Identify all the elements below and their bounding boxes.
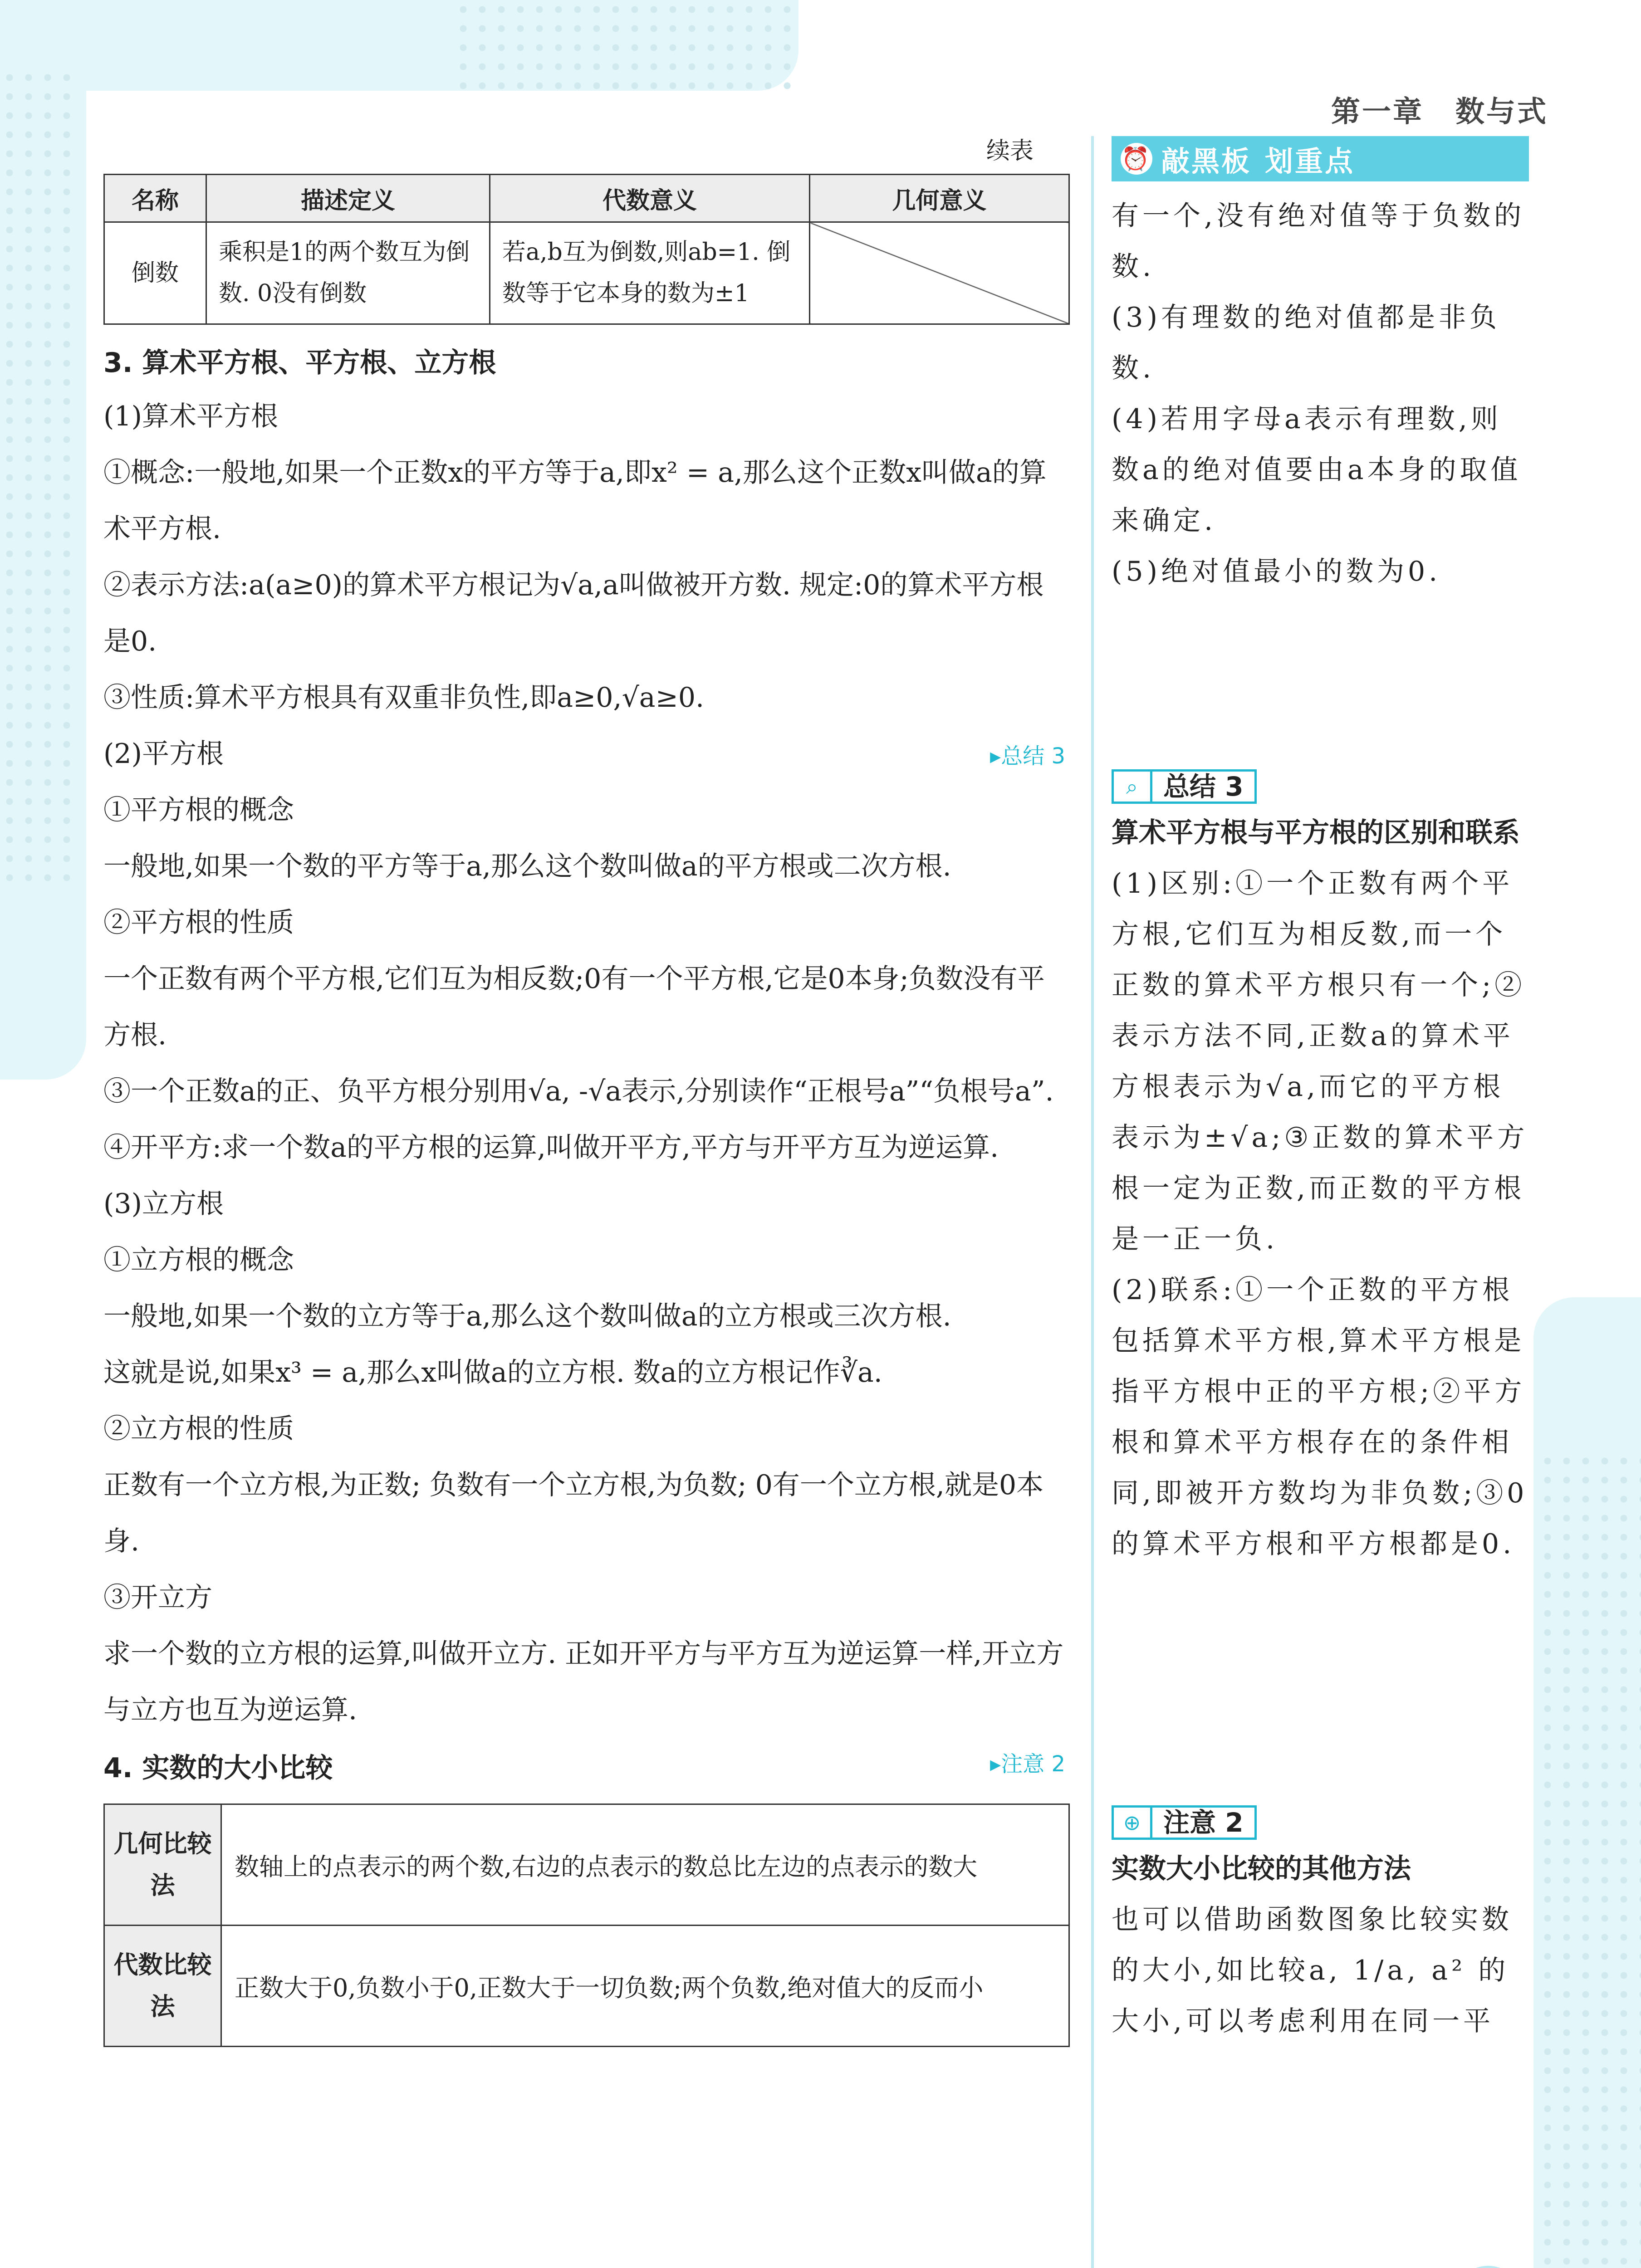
paragraph: ③一个正数a的正、负平方根分别用√a, -√a表示,分别读作“正根号a”“负根号a”. xyxy=(103,1075,1054,1107)
subsection-title: (2)平方根 xyxy=(103,738,224,770)
paragraph: (1)算术平方根 xyxy=(103,401,278,432)
top-dots xyxy=(454,0,798,91)
chapter-number: 第一章 xyxy=(1331,95,1424,129)
paragraph: 正数有一个立方根,为正数; 负数有一个立方根,为负数; 0有一个立方根,就是0本身. xyxy=(103,1469,1044,1557)
banner-label: 划重点 xyxy=(1265,144,1355,178)
table-cell-definition: 乘积是1的两个数互为倒数. 0没有倒数 xyxy=(206,222,490,324)
paragraph: ①立方根的概念 xyxy=(103,1244,294,1276)
note-label: 注意 2 xyxy=(1152,1805,1257,1840)
summary-tag-link[interactable]: ▸ 总结 3 xyxy=(990,738,1070,770)
chapter-title: 数与式 xyxy=(1455,95,1548,129)
comparison-label: 几何比较法 xyxy=(104,1804,221,1926)
magnifier-icon: ⌕ xyxy=(1112,769,1152,804)
sidebar-banner xyxy=(1112,136,1529,181)
section-4-title: 4. 实数的大小比较 xyxy=(103,1752,333,1784)
paragraph: ②平方根的性质 xyxy=(103,907,294,938)
note-box xyxy=(1112,1805,1529,1840)
paragraph: 这就是说,如果x³ = a,那么x叫做a的立方根. 数a的立方根记作∛a. xyxy=(103,1357,882,1388)
reciprocal-table xyxy=(103,174,1070,325)
table-header: 名称 xyxy=(104,175,206,222)
main-column xyxy=(103,132,1070,2047)
note-tag-link[interactable]: ▸ 注意 2 xyxy=(990,1746,1070,1778)
sidebar-paragraph: (4)若用字母a表示有理数,则数a的绝对值要由a本身的取值来确定. xyxy=(1112,403,1522,537)
paragraph: ②表示方法:a(a≥0)的算术平方根记为√a,a叫做被开方数. 规定:0的算术平方根是0. xyxy=(103,569,1044,657)
note-paragraph: 也可以借助函数图象比较实数的大小,如比较a, 1/a, a² 的大小,可以考虑利用在同一平 xyxy=(1112,1904,1513,2037)
comparison-label: 代数比较法 xyxy=(104,1926,221,2047)
paragraph: 求一个数的立方根的运算,叫做开立方. 正如开平方与平方互为逆运算一样,开立方与立方也互为逆运算. xyxy=(103,1638,1064,1726)
paragraph: 一般地,如果一个数的立方等于a,那么这个数叫做a的立方根或三次方根. xyxy=(103,1300,951,1332)
column-divider xyxy=(1091,136,1094,2268)
table-header: 几何意义 xyxy=(810,175,1069,222)
continued-label: 续表 xyxy=(986,137,1034,165)
section-4-row xyxy=(103,1738,1070,1785)
table-header: 代数意义 xyxy=(490,175,810,222)
sidebar-paragraph: 有一个,没有绝对值等于负数的数. xyxy=(1112,200,1525,283)
paragraph: ④开平方:求一个数a的平方根的运算,叫做开平方,平方与开平方互为逆运算. xyxy=(103,1132,999,1163)
paragraph: ①概念:一般地,如果一个正数x的平方等于a,即x² = a,那么这个正数x叫做a的算术平方根. xyxy=(103,457,1047,545)
paragraph: (3)立方根 xyxy=(103,1188,224,1220)
alarm-icon: ⏰ xyxy=(1121,143,1152,175)
comparison-text: 正数大于0,负数小于0,正数大于一切负数;两个负数,绝对值大的反而小 xyxy=(221,1926,1069,2047)
summary-title: 算术平方根与平方根的区别和联系 xyxy=(1112,817,1520,849)
sidebar xyxy=(1112,136,1529,2047)
summary-paragraph: (2)联系:①一个正数的平方根包括算术平方根,算术平方根是指平方根中正的平方根;②平方根和算术平方根存在的条件相同,即被开方数均为非负数;③0的算术平方根和平方根都是0. xyxy=(1112,1274,1528,1560)
comparison-text: 数轴上的点表示的两个数,右边的点表示的数总比左边的点表示的数大 xyxy=(221,1804,1069,1926)
right-dots xyxy=(1538,1452,1641,2268)
note-title: 实数大小比较的其他方法 xyxy=(1112,1853,1411,1885)
paragraph: ③开立方 xyxy=(103,1582,212,1613)
target-icon: ⊕ xyxy=(1112,1805,1152,1840)
table-header: 描述定义 xyxy=(206,175,490,222)
summary-box xyxy=(1112,769,1529,804)
table-cell-algebraic: 若a,b互为倒数,则ab=1. 倒数等于它本身的数为±1 xyxy=(490,222,810,324)
comparison-table xyxy=(103,1804,1070,2047)
paragraph: ②立方根的性质 xyxy=(103,1413,294,1445)
left-dots xyxy=(0,68,82,885)
sidebar-paragraph: (5)绝对值最小的数为0. xyxy=(1112,556,1441,587)
chapter-header xyxy=(1331,88,1548,130)
table-cell-name: 倒数 xyxy=(104,222,206,324)
section-3-title: 3. 算术平方根、平方根、立方根 xyxy=(103,347,496,379)
paragraph: 一般地,如果一个数的平方等于a,那么这个数叫做a的平方根或二次方根. xyxy=(103,850,951,882)
table-cell-geometric-empty xyxy=(810,222,1069,324)
paragraph: ①平方根的概念 xyxy=(103,794,294,826)
paragraph: 一个正数有两个平方根,它们互为相反数;0有一个平方根,它是0本身;负数没有平方根. xyxy=(103,963,1045,1051)
summary-label: 总结 3 xyxy=(1152,769,1257,804)
banner-label: 敲黑板 xyxy=(1161,144,1252,178)
summary-paragraph: (1)区别:①一个正数有两个平方根,它们互为相反数,而一个正数的算术平方根只有一个;②表示方法不同,正数a的算术平方根表示为√a,而它的平方根表示为±√a;③正数的算术平方根一定为正数,而正数的平方根是一正一负. xyxy=(1112,868,1528,1255)
subsection-row xyxy=(103,726,1070,782)
sidebar-paragraph: (3)有理数的绝对值都是非负数. xyxy=(1112,302,1500,384)
paragraph: ③性质:算术平方根具有双重非负性,即a≥0,√a≥0. xyxy=(103,682,705,714)
